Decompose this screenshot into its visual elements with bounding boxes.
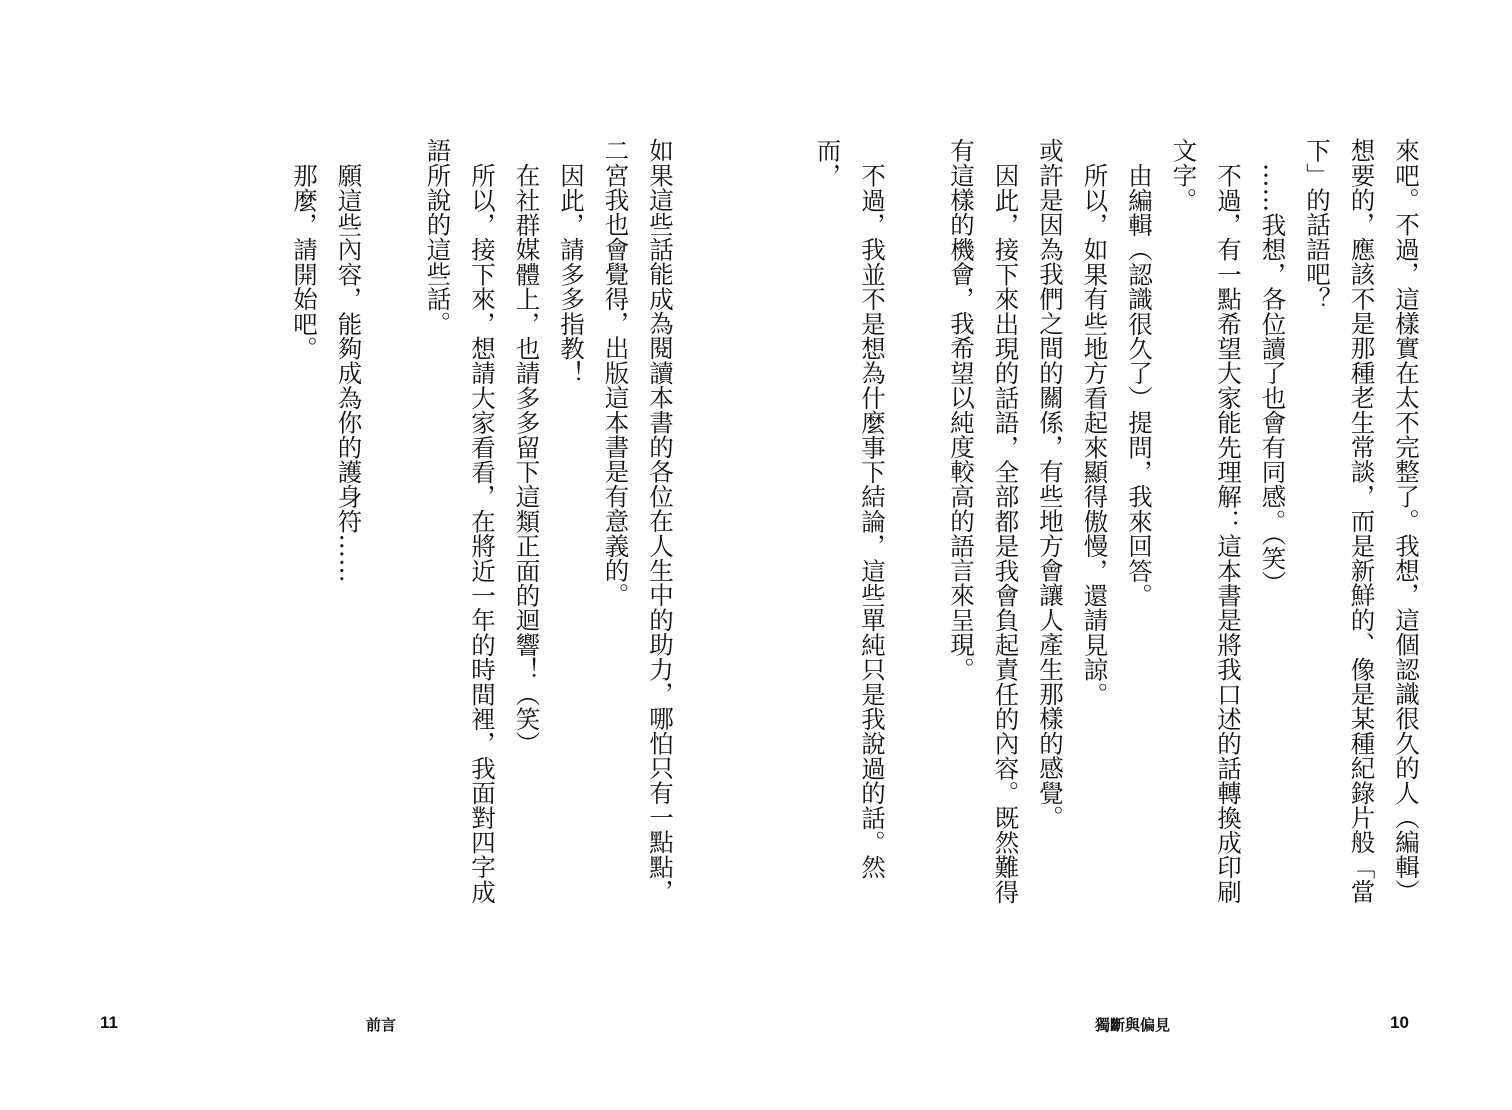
paragraph: 在社群媒體上，也請多多留下這類正面的迴響！（笑）	[512, 162, 542, 756]
paragraph: 由編輯（認識很久了）提問，我來回答。	[1125, 162, 1154, 608]
paragraph: 不過，我並不是想為什麼事下結論，這些單純只是我說過的話。然而，	[813, 138, 887, 879]
page-number: 11	[100, 1013, 118, 1032]
right-page-body	[805, 138, 1428, 908]
paragraph: ……我想，各位讀了也會有同感。（笑）	[1258, 162, 1288, 595]
left-page-body	[282, 138, 683, 908]
page-number: 10	[1390, 1013, 1409, 1032]
paragraph: 因此，接下來出現的話語，全部都是我會負起責任的內容。既然難得有這樣的機會，我希望以純度較高的語言來呈現。	[947, 138, 1021, 904]
paragraph: 如果這些話能成為閱讀本書的各位在人生中的助力，哪怕只有一點點，二宮我也會覺得，出版這本書是有意義的。	[601, 138, 675, 904]
paragraph: 所以，接下來，想請大家看看，在將近一年的時間裡，我面對四字成語所說的這些話。	[423, 138, 497, 904]
running-title: 獨斷與偏見	[1095, 1016, 1171, 1034]
paragraph: 因此，請多多指教！	[557, 162, 586, 385]
paragraph: 或許是因為我們之間的關係，有些地方會讓人產生那樣的感覺。	[1036, 138, 1065, 830]
paragraph: 所以，如果有些地方看起來顯得傲慢，還請見諒。	[1080, 162, 1110, 706]
right-page	[756, 0, 1512, 1110]
paragraph: 來吧。不過，這樣實在太不完整了。我想，這個認識很久的人（編輯）想要的，應該不是那種老生常談，而是新鮮的、像是某種紀錄片般「當下」的話語吧？	[1303, 138, 1421, 904]
paragraph: 不過，有一點希望大家能先理解：這本書是將我口述的話轉換成印刷文字。	[1169, 138, 1243, 904]
running-title: 前言	[366, 1016, 397, 1034]
paragraph: 那麼，請開始吧。	[290, 162, 319, 361]
paragraph: 願這些內容，能夠成為你的護身符……	[334, 162, 364, 583]
